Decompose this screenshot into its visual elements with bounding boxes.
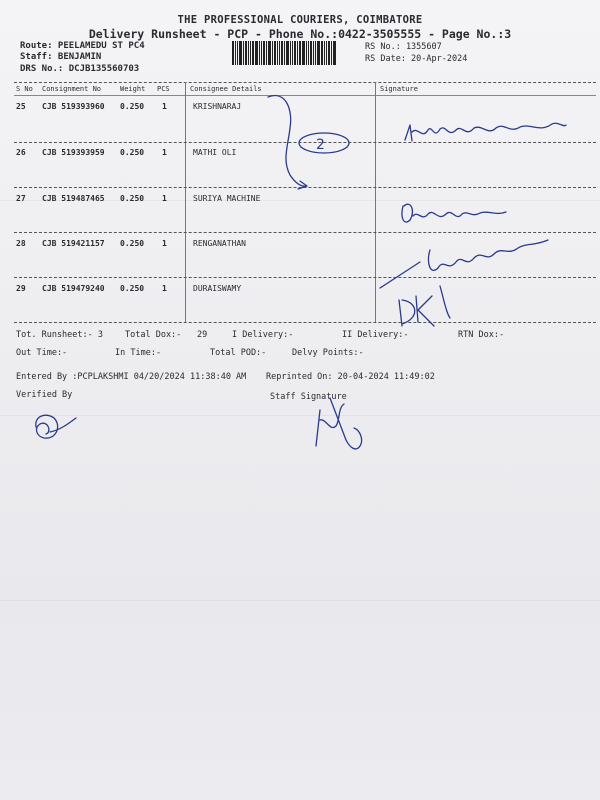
row-consignment: CJB 519479240: [42, 284, 105, 293]
barcode-bar: [315, 41, 316, 65]
table-top-rule: [14, 82, 596, 83]
total-pod: Total POD:-: [210, 348, 267, 358]
barcode-bar: [255, 41, 258, 65]
barcode-bar: [243, 41, 244, 65]
row-sno: 29: [16, 284, 26, 293]
column-divider: [185, 82, 186, 322]
row-consignee: SURIYA MACHINE: [193, 194, 261, 203]
row-consignee: KRISHNARAJ: [193, 102, 242, 111]
reprinted-on: Reprinted On: 20-04-2024 11:49:02: [266, 372, 435, 382]
barcode-bar: [302, 41, 305, 65]
barcode-bar: [297, 41, 298, 65]
column-divider: [375, 82, 376, 322]
row-rule: [14, 232, 596, 233]
staff-signature: [316, 398, 362, 449]
row-rule: [14, 142, 596, 143]
barcode-bar: [272, 41, 273, 65]
barcode-bar: [277, 41, 278, 65]
col-header-consignment: Consignment No: [42, 85, 102, 93]
barcode-bar: [308, 41, 309, 65]
row-consignee: MATHI OLI: [193, 148, 237, 157]
rs-date: RS Date: 20-Apr-2024: [365, 54, 468, 64]
col-header-signature: Signature: [380, 85, 418, 93]
col-header-pcs: PCS: [157, 85, 170, 93]
verified-by-signature: [36, 415, 76, 438]
barcode-bar: [292, 41, 293, 65]
signature-row-25: [405, 123, 566, 141]
row-pcs: 1: [162, 239, 167, 248]
row-rule: [14, 277, 596, 278]
barcode-bar: [250, 41, 251, 65]
col-header-consignee: Consignee Details: [190, 85, 262, 93]
row-sno: 25: [16, 102, 26, 111]
table-bottom-rule: [14, 322, 596, 323]
barcode-bar: [261, 41, 262, 65]
barcode-bar: [248, 41, 249, 65]
total-dox-value: 29: [197, 330, 208, 340]
barcode-bar: [286, 41, 289, 65]
row-pcs: 1: [162, 194, 167, 203]
row-consignee: RENGANATHAN: [193, 239, 246, 248]
row-sno: 28: [16, 239, 26, 248]
row-sno: 26: [16, 148, 26, 157]
barcode-bar: [263, 41, 265, 65]
rtn-dox: RTN Dox:-: [458, 330, 505, 340]
row-weight: 0.250: [120, 148, 145, 157]
drs-number: DRS No.: DCJB135560703: [20, 64, 140, 74]
row-weight: 0.250: [120, 284, 145, 293]
signature-row-28: [380, 240, 548, 288]
row-consignee: DURAISWAMY: [193, 284, 242, 293]
barcode-bar: [294, 41, 296, 65]
barcode-bar: [274, 41, 276, 65]
in-time: In Time:-: [115, 348, 162, 358]
barcode-bar: [252, 41, 254, 65]
barcode-bar: [324, 41, 325, 65]
row-pcs: 1: [162, 148, 167, 157]
barcode-bar: [245, 41, 247, 65]
barcode-bar: [290, 41, 291, 65]
company-title: THE PROFESSIONAL COURIERS, COIMBATORE: [177, 14, 423, 26]
circled-number-text: 2: [316, 137, 325, 153]
row-weight: 0.250: [120, 102, 145, 111]
barcode-bar: [306, 41, 307, 65]
barcode-bar: [239, 41, 242, 65]
table-header-rule: [14, 95, 596, 96]
rs-number: RS No.: 1355607: [365, 42, 442, 52]
row-consignment: CJB 519393959: [42, 148, 105, 157]
barcode-bar: [281, 41, 283, 65]
row-sno: 27: [16, 194, 26, 203]
entered-by: Entered By :PCPLAKSHMI 04/20/2024 11:38:40 AM: [16, 372, 247, 382]
staff-label: Staff: BENJAMIN: [20, 52, 102, 62]
row-pcs: 1: [162, 102, 167, 111]
barcode-bar: [313, 41, 314, 65]
col-header-sno: S No: [16, 85, 33, 93]
barcode-bar: [232, 41, 234, 65]
barcode-bar: [259, 41, 260, 65]
signature-row-27: [402, 204, 506, 222]
ii-delivery: II Delivery:-: [342, 330, 409, 340]
total-dox-label: Total Dox:-: [125, 330, 182, 340]
row-weight: 0.250: [120, 239, 145, 248]
runsheet-subtitle: Delivery Runsheet - PCP - Phone No.:0422-3505555 - Page No.:3: [88, 27, 512, 41]
verified-by-label: Verified By: [16, 390, 73, 400]
barcode-bar: [333, 41, 336, 65]
staff-signature-label: Staff Signature: [270, 392, 347, 402]
col-header-weight: Weight: [120, 85, 146, 93]
signature-row-29: [399, 286, 450, 326]
barcode-bar: [331, 41, 332, 65]
row-consignment: CJB 519421157: [42, 239, 105, 248]
row-consignment: CJB 519487465: [42, 194, 105, 203]
route-label: Route: PEELAMEDU ST PC4: [20, 41, 145, 51]
barcode-bar: [284, 41, 285, 65]
barcode-bar: [321, 41, 323, 65]
circled-number: [299, 133, 349, 153]
row-weight: 0.250: [120, 194, 145, 203]
row-pcs: 1: [162, 284, 167, 293]
barcode-bar: [237, 41, 238, 65]
delvy-points: Delvy Points:-: [292, 348, 364, 358]
barcode-bar: [266, 41, 267, 65]
barcode: [232, 41, 360, 65]
row-consignment: CJB 519393960: [42, 102, 105, 111]
tot-runsheet: Tot. Runsheet:- 3: [16, 330, 103, 340]
i-delivery: I Delivery:-: [232, 330, 294, 340]
barcode-bar: [310, 41, 312, 65]
barcode-bar: [268, 41, 271, 65]
barcode-bar: [235, 41, 236, 65]
paper-fold: [0, 415, 600, 416]
barcode-bar: [328, 41, 330, 65]
barcode-bar: [326, 41, 327, 65]
row-rule: [14, 187, 596, 188]
barcode-bar: [279, 41, 280, 65]
paper-fold: [0, 600, 600, 601]
barcode-bar: [299, 41, 301, 65]
barcode-bar: [317, 41, 320, 65]
out-time: Out Time:-: [16, 348, 68, 358]
